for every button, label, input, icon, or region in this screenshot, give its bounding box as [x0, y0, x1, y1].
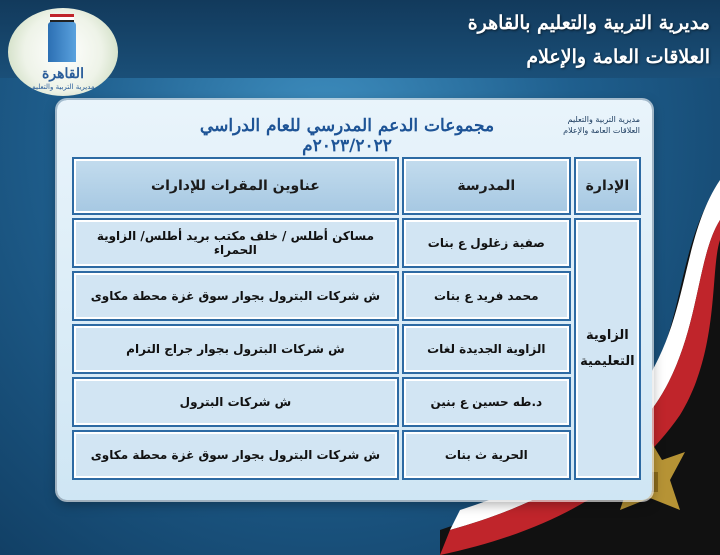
- header-title: مديرية التربية والتعليم بالقاهرة: [467, 12, 710, 34]
- school-cell: الزاوية الجديدة لغات: [402, 324, 571, 374]
- panel-corner-line1: مديرية التربية والتعليم: [567, 115, 640, 124]
- school-cell: د.طه حسين ع بنين: [402, 377, 571, 427]
- support-groups-panel: [57, 100, 652, 500]
- address-cell: مساكن أطلس / خلف مكتب بريد أطلس/ الزاوية الحمراء: [72, 218, 399, 268]
- table-row: [72, 377, 641, 427]
- logo-building-icon: [48, 22, 76, 62]
- panel-corner-label: [530, 114, 640, 136]
- logo-title: القاهرة: [42, 66, 84, 82]
- education-directorate-logo: [8, 8, 118, 96]
- school-cell: الحرية ث بنات: [402, 430, 571, 480]
- support-groups-table: [69, 154, 644, 483]
- table-row: [72, 271, 641, 321]
- logo-subtitle: مديرية التربية والتعليم: [31, 83, 95, 91]
- panel-corner-line2: العلاقات العامة والإعلام: [563, 126, 640, 135]
- administration-line2: التعليمية: [580, 354, 635, 369]
- address-cell: ش شركات البترول بجوار سوق غزة محطة مكاوى: [72, 430, 399, 480]
- column-header-administration: الإدارة: [574, 157, 641, 215]
- address-cell: ش شركات البترول بجوار جراج الترام: [72, 324, 399, 374]
- administration-cell: [574, 218, 641, 480]
- panel-title: مجموعات الدعم المدرسي للعام الدراسي ٢٠٢٣/٢٠٢٢م: [199, 116, 495, 156]
- header-subtitle: العلاقات العامة والإعلام: [526, 46, 710, 68]
- column-header-school: المدرسة: [402, 157, 571, 215]
- school-cell: محمد فريد ع بنات: [402, 271, 571, 321]
- school-cell: صفية زغلول ع بنات: [402, 218, 571, 268]
- address-cell: ش شركات البترول بجوار سوق غزة محطة مكاوى: [72, 271, 399, 321]
- address-cell: ش شركات البترول: [72, 377, 399, 427]
- table-row: [72, 324, 641, 374]
- table-header-row: [72, 157, 641, 215]
- table-row: [72, 430, 641, 480]
- administration-line1: الزاوية: [586, 328, 629, 343]
- column-header-address: عناوين المقرات للإدارات: [72, 157, 399, 215]
- table-row: [72, 218, 641, 268]
